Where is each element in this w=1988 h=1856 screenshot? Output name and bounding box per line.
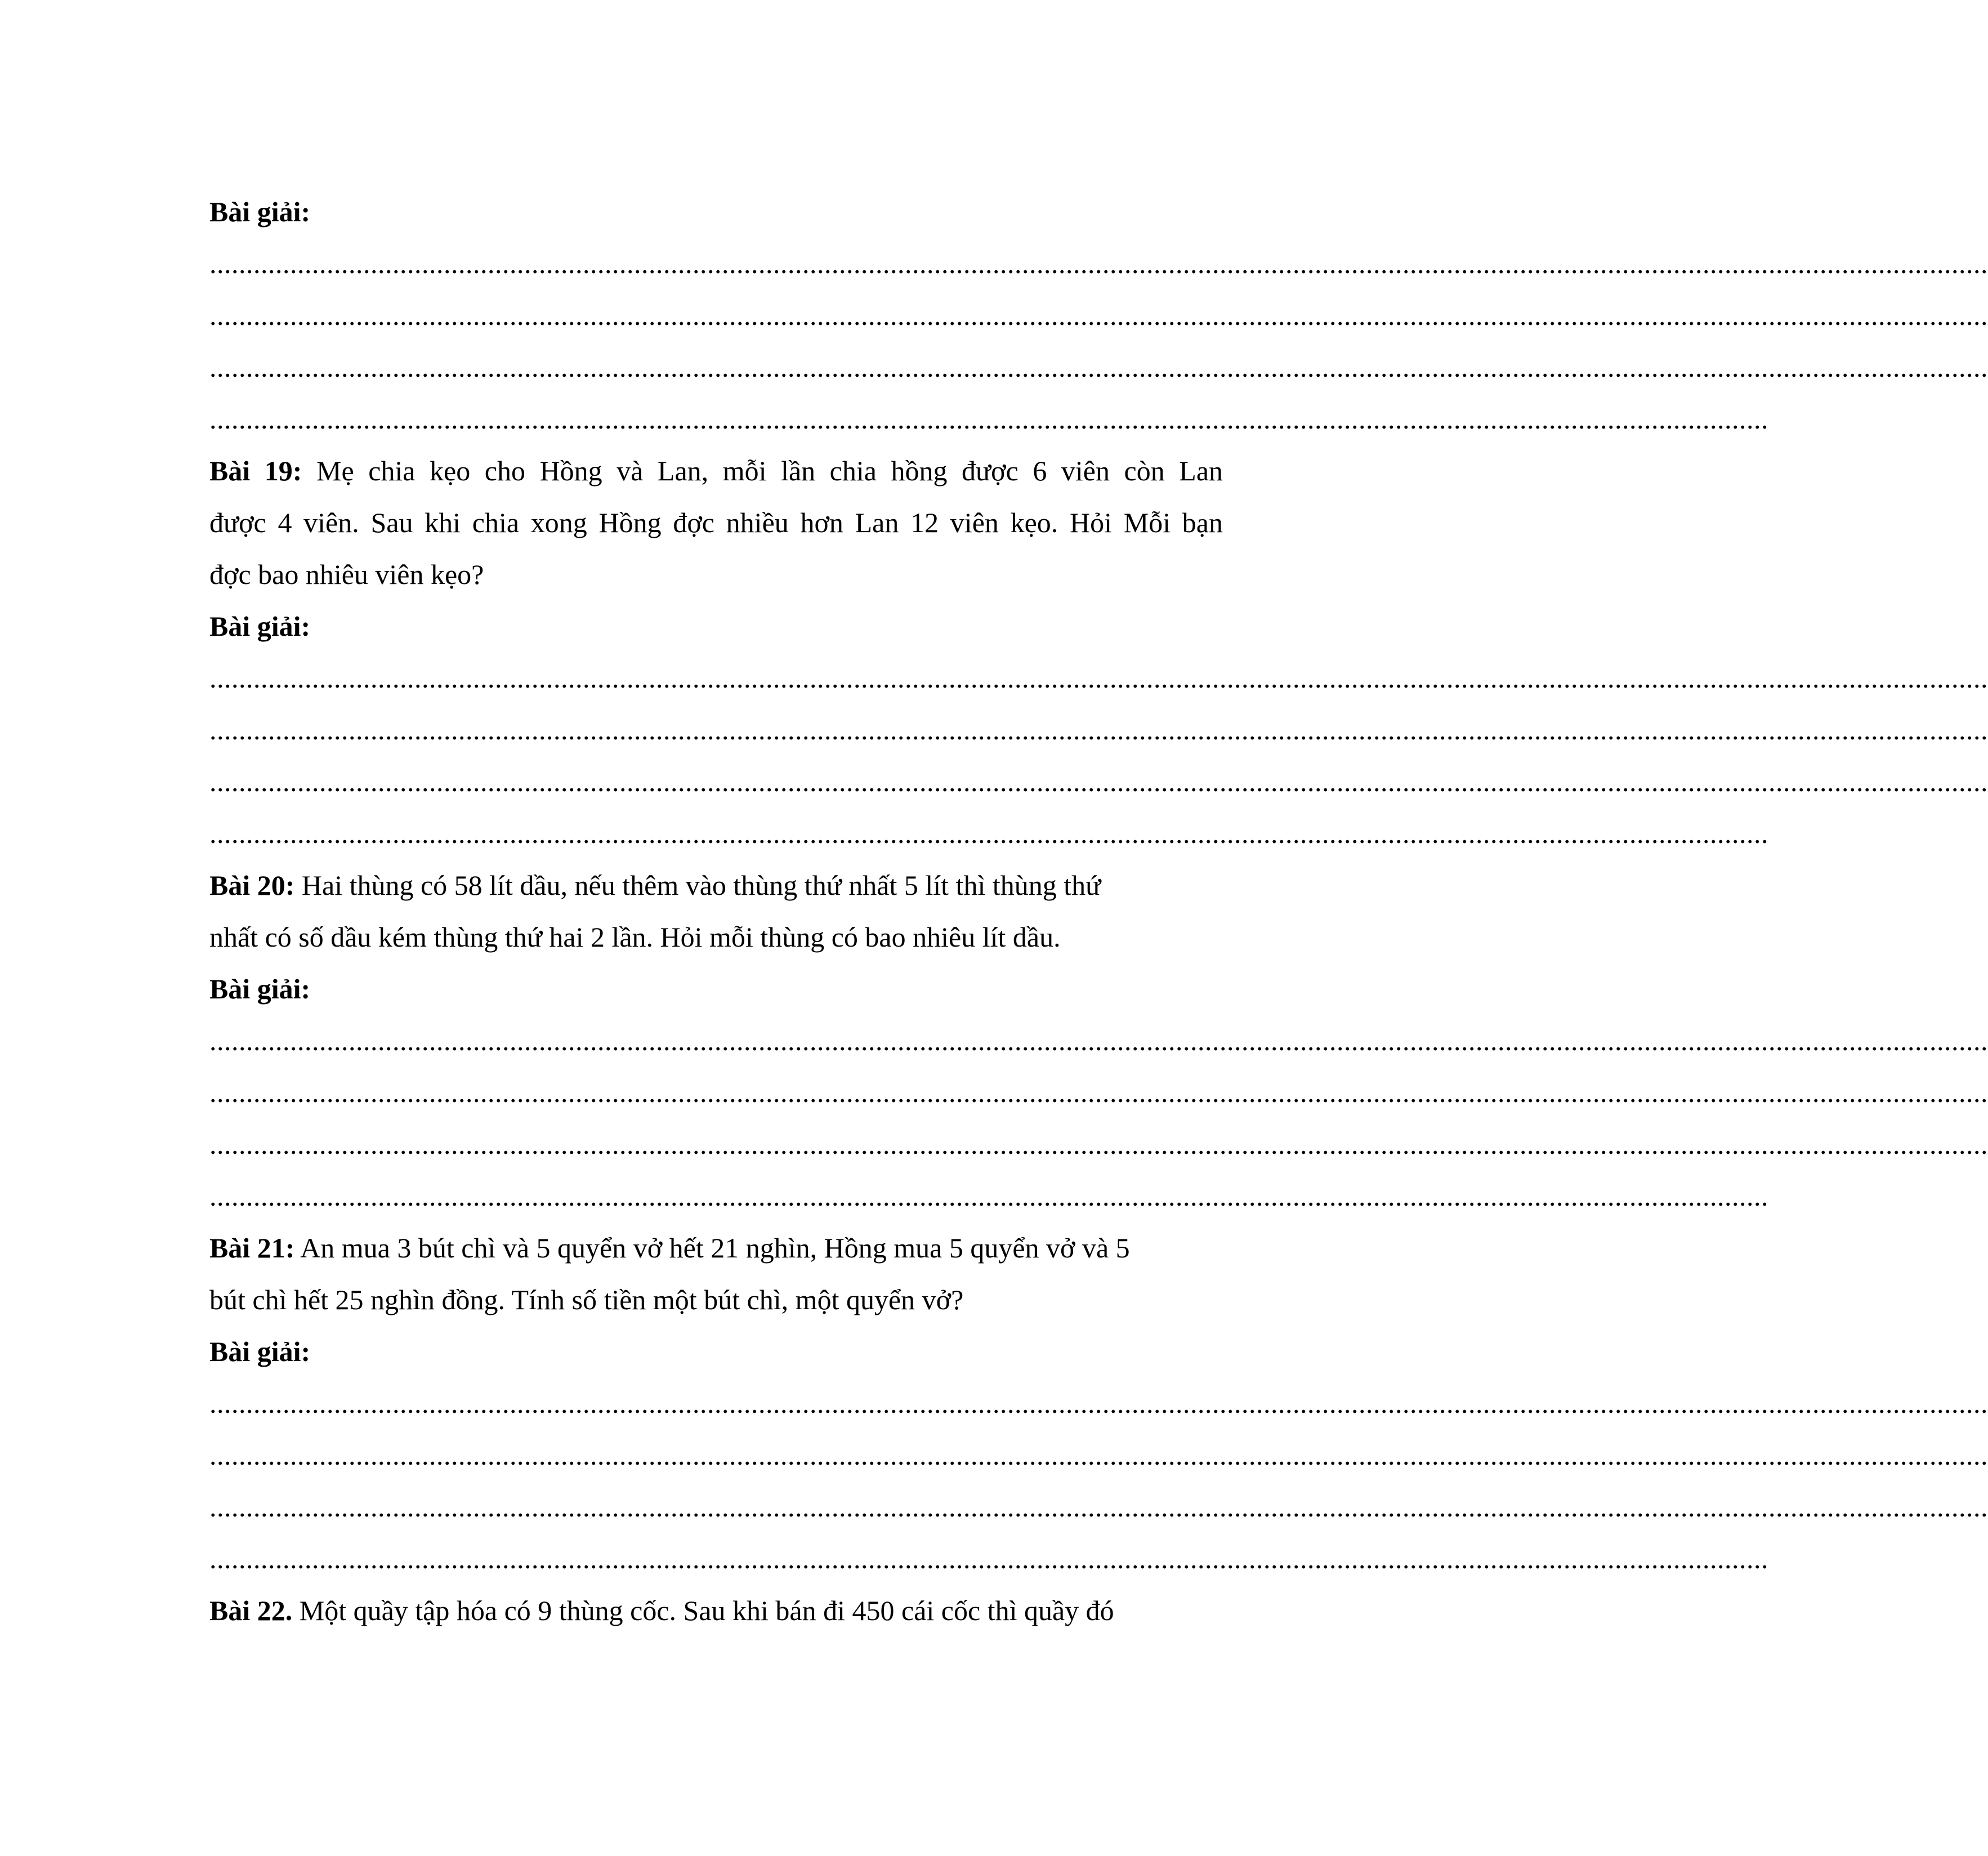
problem-20-text-1: Hai thùng có 58 lít dầu, nếu thêm vào thùng thứ nhất 5 lít thì thùng thứ xyxy=(301,869,1101,901)
problem-19-text-1: Mẹ chia kẹo cho Hồng và Lan, mỗi lần chia hồng được 6 viên còn Lan xyxy=(316,455,1223,487)
problem-21-line-1 xyxy=(209,1222,1223,1274)
answer-line: ................................................................................................................................................................................................................................................... xyxy=(209,1077,1988,1108)
answer-line: ................................................................................................................................................................................................................................................... xyxy=(209,351,1988,383)
answer-line: ..................................................................................................................................................................................................................... xyxy=(209,403,1768,435)
answer-line: ................................................................................................................................................................................................................................................... xyxy=(209,300,1988,331)
problem-20-line-1 xyxy=(209,859,1223,911)
problem-19-line-1 xyxy=(209,445,1223,497)
solution-heading: Bài giải: xyxy=(209,1336,311,1367)
answer-line: ................................................................................................................................................................................................................................................... xyxy=(209,248,1988,279)
answer-line: ..................................................................................................................................................................................................................... xyxy=(209,1543,1768,1574)
solution-heading: Bài giải: xyxy=(209,973,311,1005)
answer-line: ................................................................................................................................................................................................................................................... xyxy=(209,1128,1988,1160)
problem-19-label: Bài 19: xyxy=(209,455,302,487)
answer-line: ................................................................................................................................................................................................................................................... xyxy=(209,1025,1988,1056)
problem-19 xyxy=(209,445,1223,600)
problem-22-line-1 xyxy=(209,1585,1223,1636)
problem-21-label: Bài 21: xyxy=(209,1232,295,1264)
answer-line: ................................................................................................................................................................................................................................................... xyxy=(209,1439,1988,1471)
problem-20-line-2: nhất có số dầu kém thùng thứ hai 2 lần. Hỏi mỗi thùng có bao nhiêu lít dầu. xyxy=(209,921,1061,953)
problem-20-label: Bài 20: xyxy=(209,869,295,901)
answer-line: ................................................................................................................................................................................................................................................... xyxy=(209,1387,1988,1419)
answer-line: ..................................................................................................................................................................................................................... xyxy=(209,1180,1768,1212)
answer-line: ................................................................................................................................................................................................................................................... xyxy=(209,1491,1988,1523)
problem-22-label: Bài 22. xyxy=(209,1595,293,1626)
problem-20 xyxy=(209,859,1223,963)
problem-21-line-2: bút chì hết 25 nghìn đồng. Tính số tiền một bút chì, một quyển vở? xyxy=(209,1284,964,1315)
answer-line: ..................................................................................................................................................................................................................... xyxy=(209,818,1768,849)
problem-21 xyxy=(209,1222,1223,1326)
answer-line: ................................................................................................................................................................................................................................................... xyxy=(209,714,1988,746)
answer-line: ................................................................................................................................................................................................................................................... xyxy=(209,766,1988,797)
problem-19-line-3: đợc bao nhiêu viên kẹo? xyxy=(209,559,484,590)
problem-19-line-2: được 4 viên. Sau khi chia xong Hồng đợc nhiều hơn Lan 12 viên kẹo. Hỏi Mỗi bạn xyxy=(209,507,1223,538)
solution-heading: Bài giải: xyxy=(209,196,311,227)
problem-21-text-1: An mua 3 bút chì và 5 quyển vở hết 21 nghìn, Hồng mua 5 quyển vở và 5 xyxy=(300,1232,1130,1264)
problem-22-text-1: Một quầy tập hóa có 9 thùng cốc. Sau khi bán đi 450 cái cốc thì quầy đó xyxy=(299,1595,1114,1626)
answer-line: ................................................................................................................................................................................................................................................... xyxy=(209,662,1988,694)
solution-heading: Bài giải: xyxy=(209,610,311,642)
page-content xyxy=(209,186,1988,1636)
problem-22 xyxy=(209,1585,1223,1636)
